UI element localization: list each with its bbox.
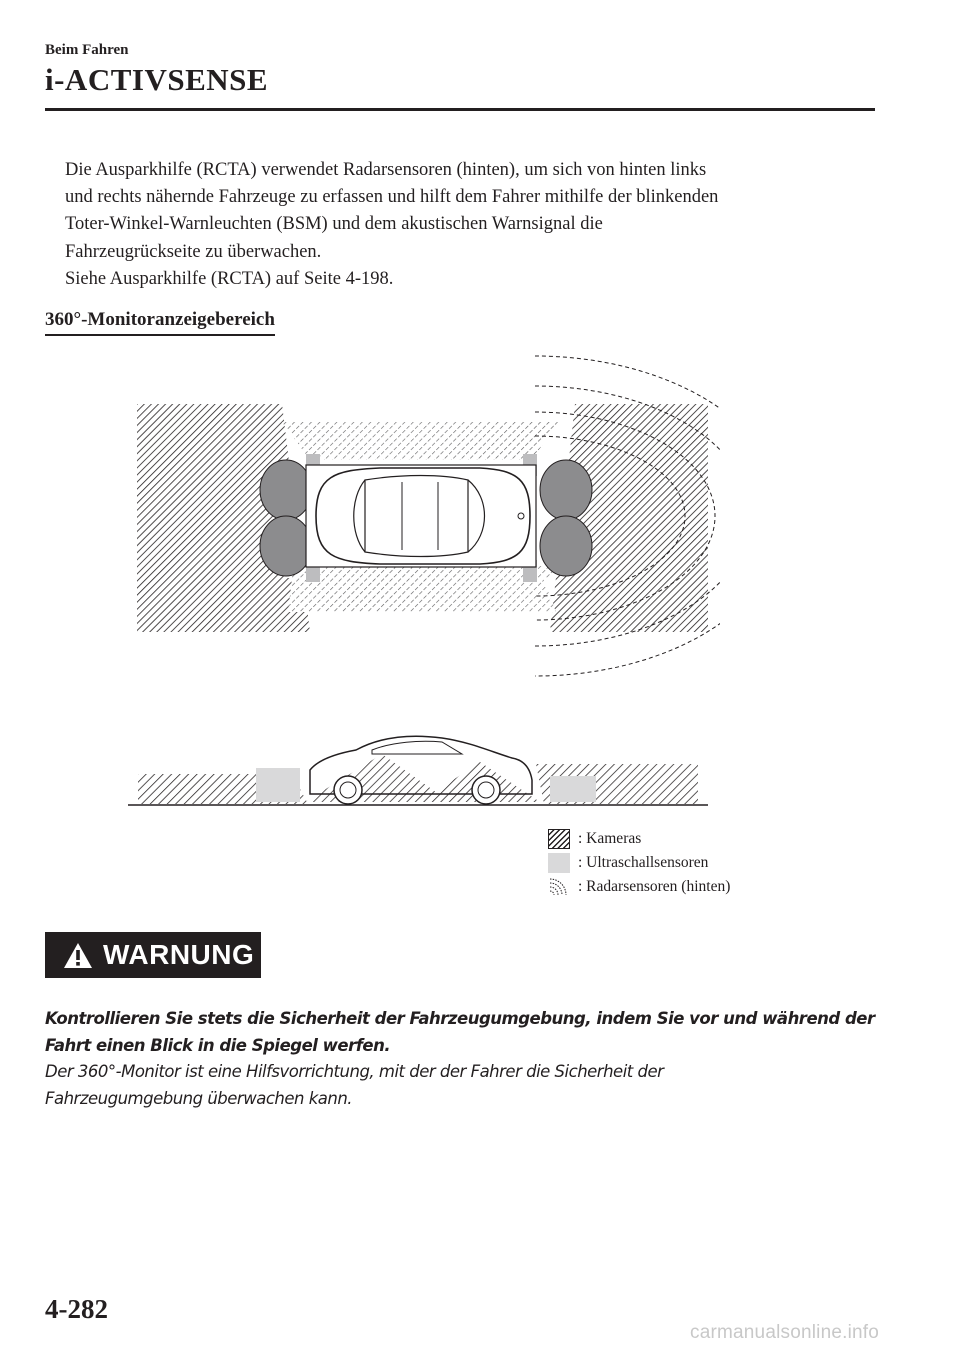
rear-sensor-lower [540, 516, 592, 576]
intro-line: Siehe Ausparkhilfe (RCTA) auf Seite 4-198. [65, 268, 394, 289]
intro-line: Die Ausparkhilfe (RCTA) verwendet Radarsensoren (hinten), um sich von hinten links [65, 160, 707, 180]
legend-label-cameras: : Kameras [578, 830, 642, 847]
warning-triangle-icon [63, 942, 93, 969]
warning-label-text: WARNUNG [103, 939, 255, 970]
section-label: Beim Fahren [45, 42, 129, 58]
coverage-diagram [120, 350, 720, 820]
warning-bold-line: Fahrt einen Blick in die Spiegel werfen. [45, 1035, 391, 1055]
warning-body [45, 1006, 885, 1112]
header-rule [45, 108, 875, 111]
side-zone-strip [288, 566, 554, 578]
radar-arcs-icon [548, 877, 570, 897]
legend-label-ultrasonic: : Ultraschallsensoren [578, 854, 709, 871]
intro-paragraph [65, 157, 885, 293]
front-sensor-upper [260, 460, 312, 520]
intro-line: Fahrzeugrückseite zu überwachen. [65, 241, 322, 262]
front-sensor-lower [260, 516, 312, 576]
side-view [128, 736, 708, 805]
ultrasonic-swatch-icon [548, 853, 570, 873]
front-wheel [334, 776, 362, 804]
legend-row-ultrasonic [548, 851, 730, 875]
warning-bold-line: Kontrollieren Sie stets die Sicherheit der Fahrzeugumgebung, indem Sie vor und während der [45, 1009, 875, 1028]
side-camera-zone-bottom [288, 578, 556, 612]
legend [548, 827, 730, 899]
rear-sensor-upper [540, 460, 592, 520]
subheading: 360°-Monitoranzeigebereich [45, 309, 275, 336]
watermark: carmanualsonline.info [690, 1322, 880, 1343]
warning-label [45, 932, 261, 978]
car-body [316, 468, 530, 564]
page-number: 4-282 [45, 1294, 108, 1324]
top-view [137, 356, 720, 676]
intro-line: und rechts nähernde Fahrzeuge zu erfassen und hilft dem Fahrer mithilfe der blinkenden [65, 187, 719, 208]
rear-wheel [472, 776, 500, 804]
legend-label-radar: : Radarsensoren (hinten) [578, 878, 731, 895]
camera-hatch-icon [548, 829, 570, 849]
warning-line: Der 360°-Monitor ist eine Hilfsvorrichtung, mit der der Fahrer die Sicherheit der [45, 1062, 664, 1081]
side-camera-zone-top [282, 422, 558, 460]
legend-row-radar [548, 875, 730, 899]
intro-line: Toter-Winkel-Warnleuchten (BSM) und dem akustischen Warnsignal die [65, 214, 603, 235]
warning-line: Fahrzeugumgebung überwachen kann. [45, 1088, 353, 1108]
legend-row-cameras [548, 827, 730, 851]
chapter-title: i-ACTIVSENSE [45, 62, 269, 97]
